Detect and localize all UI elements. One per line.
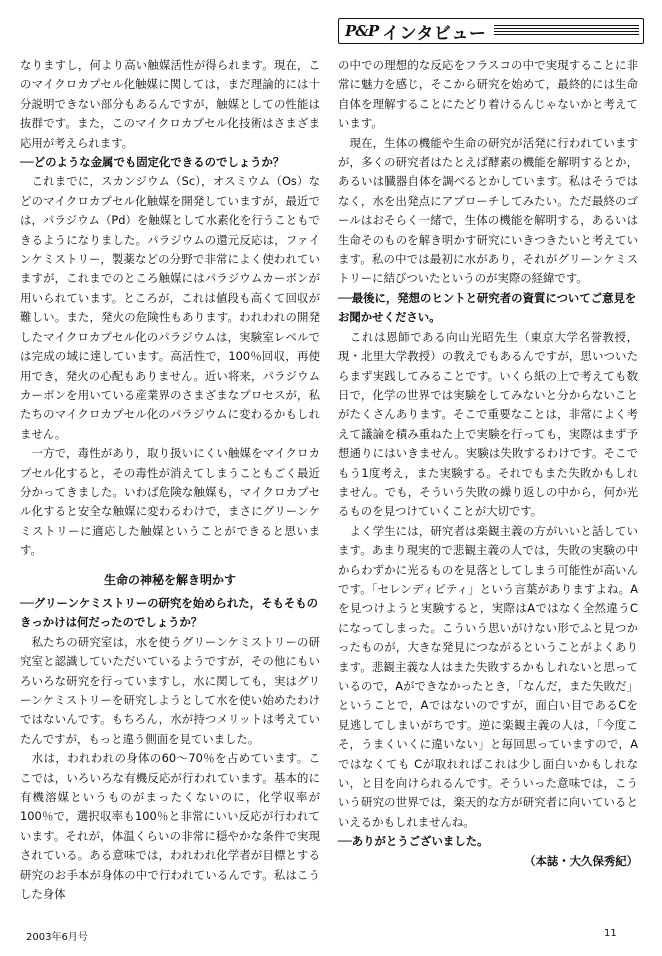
pp-logo: P&P [345,22,379,40]
issue-date: 2003年6月号 [26,932,88,943]
closing-remark: ──ありがとうございました。 [338,834,489,849]
paragraph: これは恩師である向山光昭先生（東京大学名誉教授，現・北里大学教授）の教えでもあるんですが，思いついたらまず実践してみることです。いくら紙の上で考えても数日で，化学の世界では実験をしてみないと分からないことがたくさんあります。そこで重要なことは，非常によく考えて議論を積み重ねた上で実験を行っても，実際はまず予想通りにはいきません。実験は失敗するわけです。そこでもう1度考え，また実験する。それでもまた失敗かもしれません。でも，そういう失敗の繰り返しの中から，何か光るものを見つけていくことが大切です。 [338,329,638,519]
paragraph: 私たちの研究室は，水を使うグリーンケミストリーの研究室と認識していただいているようですが，その他にもいろいろな研究を行っていますし，水に関しても，実はグリーンケミストリーを研究しようとして水を使い始めたわけではないんです。もちろん，水が持つメリットは考えていたんですが，もっと違う側面を見ていました。 [20,634,320,746]
header-decorative-lines [494,25,639,37]
right-column [338,56,638,871]
paragraph: の中での理想的な反応をフラスコの中で実現することに非常に魅力を感じ，そこから研究を始めて，最終的には生命自体を理解することにたどり着けるんじゃないかと考えています。 [338,58,638,131]
interview-question: ──グリーンケミストリーの研究を始められた，そもそものきっかけは何だったのでしょうか？ [20,595,319,630]
paragraph: 水は，われわれの身体の60～70％を占めています。ここでは，いろいろな有機反応が行われています。基本的に有機溶媒というものがまったくないのに，化学収率が100％で，選択収率も100％と非常にいい反応が行われています。それが，体温くらいの非常に穏やかな条件で実現されている。ある意味では，われわれ化学者が目標とする研究のお手本が身体の中で行われているんです。私はこうした身体 [20,751,320,902]
paragraph: これまでに，スカンジウム（Sc），オスミウム（Os）などのマイクロカプセル化触媒を開発していますが，最近では，パラジウム（Pd）を触媒として水素化を行うこともできるようになりました。パラジウムの還元反応は，ファインケミストリー，製薬などの分野で非常によく使われていますが，これまでのところ触媒にはパラジウムカーボンが用いられています。ところが，これは値段も高くて回収が難しい。また，発火の危険性もあります。われわれの開発したマイクロカプセル化のパラジウムは，実験室レベルでは完成の域に達しています。高活性で，100％回収，再使用でき，発火の心配もありません。近い将来，パラジウムカーボンを用いている産業界のさまざまなプロセスが，私たちのマイクロカプセル化のパラジウムに変わるかもしれません。 [20,174,320,441]
interview-header-box [338,18,644,44]
left-column [20,56,320,904]
header-title: インタビュー [382,23,487,44]
section-heading: 生命の神秘を解き明かす [103,572,236,587]
interview-question: ──どのような金属でも固定化できるのでしょうか？ [20,155,285,170]
interview-question: ──最後に，発想のヒントと研究者の資質についてご意見をお聞かせください。 [338,290,637,325]
paragraph: なりますし，何より高い触媒活性が得られます。現在，このマイクロカプセル化触媒に関しては，まだ理論的には十分説明できない部分もあるんですが，触媒としての性能は抜群です。また，このマイクロカプセル化技術はさまざま応用が考えられます。 [20,58,320,150]
paragraph: よく学生には，研究者は楽観主義の方がいいと話しています。あまり現実的で悲観主義の人では，失敗の実験の中からわずかに光るものを見落としてしまう可能性が高いんです。「セレンディピティ」という言葉がありますよね。Aを見つけようと実験すると，実際はAではなく全然違うCになってしまった。こういう思いがけない形でふと見つかったものが，大きな発見につながるということがよくあります。悲観主義な人はまた失敗するかもしれないと思っているので，Aができなかったとき，「なんだ，また失敗だ」ということで，Aではないのですが，面白い目であるCを見逃してしまいがちです。逆に楽観主義の人は，「今度こそ，うまくいくに違いない」と毎回思っていますので，Aではなくても Cが取れればこれは少し面白いかもしれない，と目を向けられるんです。そういった意味では，こういう研究の世界では，楽天的な方が研究者に向いているといえるかもしれませんね。 [338,523,638,829]
paragraph: 一方で，毒性があり，取り扱いにくい触媒をマイクロカプセル化すると，その毒性が消えてしまうこともごく最近分かってきました。いわば危険な触媒も，マイクロカプセル化すると安全な触媒に変わるわけで，まさにグリーンケミストリーに適応した触媒ということができると思います。 [20,446,320,558]
paragraph: 現在，生体の機能や生命の研究が活発に行われていますが，多くの研究者はたとえば酵素の機能を解明するとか，あるいは臓器自体を調べるとかしています。私はそうではなく，水を出発点にアプローチしてみたい。ただ最終のゴールはおそらく一緒で，生体の機能を解明する，あるいは生命そのものを解き明かす研究にいきつきたいと考えています。私の中では最初に水があり，それがグリーンケミストリーに結びついたというのが実際の経緯です。 [338,135,638,286]
page-number: 11 [604,928,617,939]
author-credit: （本誌・大久保秀紀） [524,853,638,868]
